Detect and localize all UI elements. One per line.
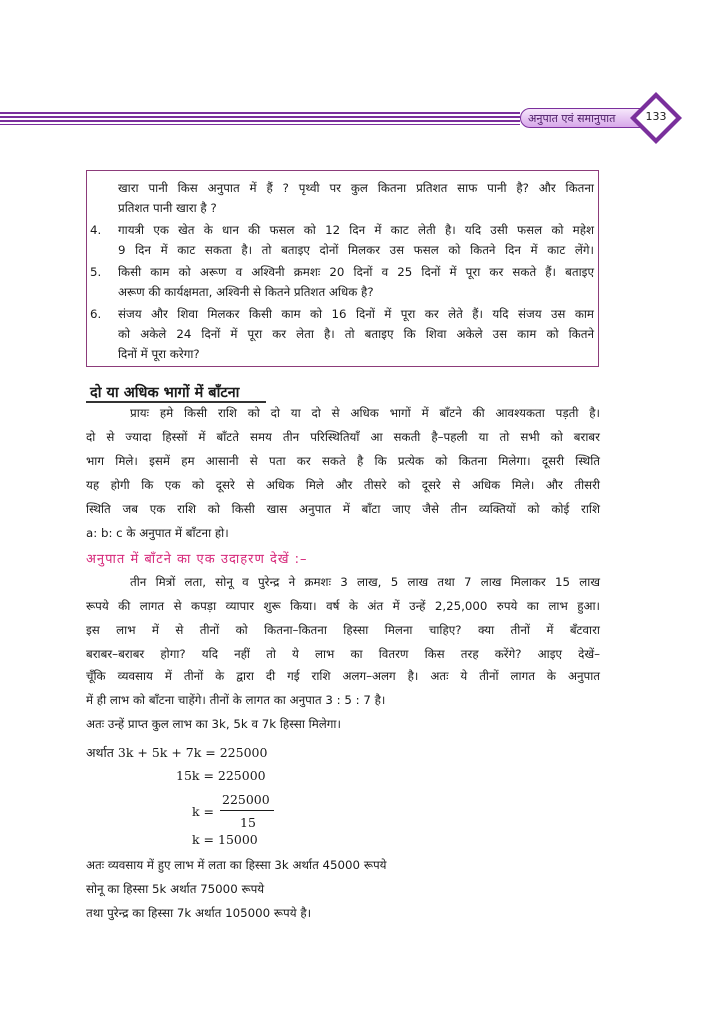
question-5-line: किसी काम को अरूण व अश्विनी क्रमशः 20 दिनों व 25 दिनों में पूरा कर सकते हैं। बताइए xyxy=(118,265,594,279)
question-4-line: गायत्री एक खेत के धान की फसल को 12 दिन में काट लेती है। यदि उसी फसल को महेश xyxy=(118,223,594,237)
paragraph-line: तीन मित्रों लता, सोनू व पुरेन्द्र ने क्रमशः 3 लाख, 5 लाख तथा 7 लाख मिलाकर 15 लाख xyxy=(130,575,600,589)
question-5-line: अरूण की कार्यक्षमता, अश्विनी से कितने प्रतिशत अधिक है? xyxy=(118,285,374,299)
exercise-line: प्रतिशत पानी खारा है ? xyxy=(118,201,217,215)
paragraph-line: यह होगी कि एक को दूसरे से अधिक मिले और तीसरे को दूसरे से अधिक मिले। और तीसरी xyxy=(86,478,600,492)
question-number: 5. xyxy=(90,265,102,279)
paragraph-line: में ही लाभ को बाँटना चाहेंगे। तीनों के लागत का अनुपात 3 : 5 : 7 है। xyxy=(86,693,386,707)
question-number: 6. xyxy=(90,307,102,321)
fraction-lhs: k = xyxy=(192,804,215,819)
section-heading: दो या अधिक भागों में बाँटना xyxy=(90,385,240,401)
fraction-denominator: 15 xyxy=(240,815,256,830)
paragraph-line: प्रायः हमे किसी राशि को दो या दो से अधिक भागों में बाँटने की आवश्यकता पड़ती है। xyxy=(130,406,600,420)
question-6-line: दिनों में पूरा करेगा? xyxy=(118,347,200,361)
paragraph-line: चूँकि व्यवसाय में तीनों के द्वारा दी गई राशि अलग–अलग है। अतः ये तीनों लागत के अनुपात xyxy=(86,669,600,683)
page-number: 133 xyxy=(645,110,667,123)
math-line: अर्थात 3k + 5k + 7k = 225000 xyxy=(86,745,268,760)
heading-underline xyxy=(86,401,266,403)
chapter-title: अनुपात एवं समानुपात xyxy=(528,112,616,125)
fraction-numerator: 225000 xyxy=(222,792,270,807)
paragraph-line: स्थिति जब एक राशि को किसी खास अनुपात में बाँटा जाए जैसे तीन व्यक्तियों को कोई राशि xyxy=(86,502,600,516)
fraction-bar xyxy=(220,810,274,811)
paragraph-line: रूपये की लागत से कपड़ा व्यापार शुरू किया। वर्ष के अंत में उन्हें 2,25,000 रुपये का लाभ हुआ। xyxy=(86,599,600,613)
conclusion-line: तथा पुरेन्द्र का हिस्सा 7k अर्थात 105000 रूपये है। xyxy=(86,906,312,920)
paragraph-line: इस लाभ में से तीनों को कितना–कितना हिस्सा मिलना चाहिए? क्या तीनों में बँटवारा xyxy=(86,623,600,637)
question-4-line: 9 दिन में काट सकता है। तो बताइए दोनों मिलकर उस फसल को कितने दिन में काट लेंगे। xyxy=(118,243,594,257)
paragraph-line: अतः उन्हें प्राप्त कुल लाभ का 3k, 5k व 7k हिस्सा मिलेगा। xyxy=(86,717,341,731)
conclusion-line: सोनू का हिस्सा 5k अर्थात 75000 रूपये xyxy=(86,882,265,896)
paragraph-line: बराबर–बराबर होगा? यदि नहीं तो ये लाभ का वितरण किस तरह करेंगे? आइए देखें– xyxy=(86,647,600,661)
math-line: k = 15000 xyxy=(192,832,258,847)
question-6-line: को अकेले 24 दिनों में पूरा कर लेता है। तो बताइए कि शिवा अकेले उस काम को कितने xyxy=(118,327,594,341)
conclusion-line: अतः व्यवसाय में हुए लाभ में लता का हिस्सा 3k अर्थात 45000 रूपये xyxy=(86,858,387,872)
paragraph-line: दो से ज्यादा हिस्सों में बाँटते समय तीन परिस्थितियाँ आ सकती है–पहली या तो सभी को बराबर xyxy=(86,430,600,444)
question-6-line: संजय और शिवा मिलकर किसी काम को 16 दिनों में पूरा कर लेते हैं। यदि संजय उस काम xyxy=(118,307,594,321)
paragraph-line: a: b: c के अनुपात में बाँटना हो। xyxy=(86,526,229,540)
question-number: 4. xyxy=(90,223,102,237)
paragraph-line: भाग मिले। इसमें हम आसानी से पता कर सकते है कि प्रत्येक को कितना मिलेगा। दूसरी स्थिति xyxy=(86,454,600,468)
example-heading: अनुपात में बाँटने का एक उदाहरण देखें :– xyxy=(86,552,308,567)
exercise-line: खारा पानी किस अनुपात में हैं ? पृथ्वी पर कुल कितना प्रतिशत साफ पानी है? और कितना xyxy=(118,181,594,195)
math-line: 15k = 225000 xyxy=(176,768,266,783)
